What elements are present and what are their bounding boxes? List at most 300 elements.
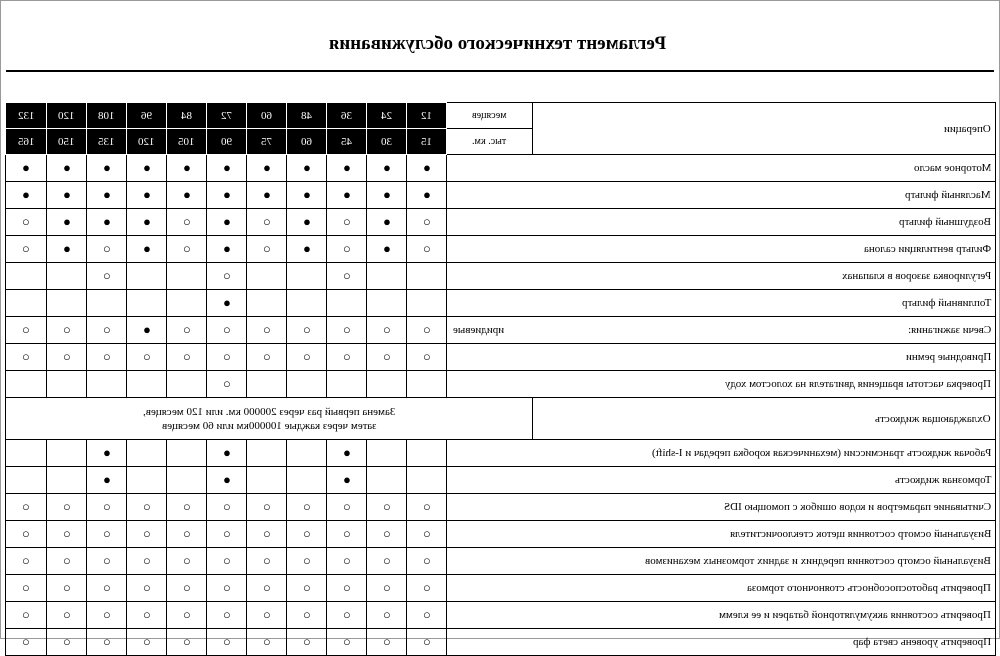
- cell-text: ○: [222, 526, 231, 541]
- cell-text: ○: [422, 241, 431, 256]
- mark-cell: [6, 263, 47, 290]
- cell-text: ●: [102, 472, 111, 487]
- cell-text: ○: [302, 499, 311, 514]
- header-km-cell: [247, 129, 287, 155]
- mark-cell: [327, 290, 367, 317]
- cell-text: ○: [182, 499, 191, 514]
- operation-wrap: [447, 474, 995, 486]
- header-km-cell: [367, 129, 407, 155]
- mark-cell: [367, 236, 407, 263]
- mark-cell: [407, 182, 447, 209]
- cell-text: Проверить работоспособность стояночного тормоза: [747, 582, 991, 594]
- cell-text: ○: [262, 499, 271, 514]
- cell-text: тыс. км.: [472, 136, 507, 147]
- cell-text: ○: [142, 553, 151, 568]
- mark-cell: [287, 548, 327, 575]
- cell-text: Считывание параметров и кодов ошибок с помощью IDS: [723, 501, 991, 513]
- operation-wrap: [447, 447, 995, 459]
- mark-cell: [87, 344, 127, 371]
- mark-cell: [6, 440, 47, 467]
- operation-name: [447, 548, 996, 575]
- mark-cell: [247, 290, 287, 317]
- cell-text: ●: [262, 160, 271, 175]
- header-months-cell: [127, 103, 167, 129]
- mark-cell: [87, 182, 127, 209]
- operation-name: [447, 467, 996, 494]
- mark-cell: [127, 317, 167, 344]
- header-months-cell: [6, 103, 47, 129]
- header-months-cell: [327, 103, 367, 129]
- cell-text: ●: [102, 214, 111, 229]
- mark-cell: [47, 440, 87, 467]
- mark-cell: [167, 182, 207, 209]
- mark-cell: [127, 209, 167, 236]
- cell-text: ○: [222, 349, 231, 364]
- cell-text: ●: [222, 187, 231, 202]
- mark-cell: [127, 182, 167, 209]
- mark-cell: [247, 155, 287, 182]
- mark-cell: [6, 467, 47, 494]
- mark-cell: [247, 602, 287, 629]
- mark-cell: [167, 263, 207, 290]
- header-km-cell: [47, 129, 87, 155]
- cell-text: ○: [422, 607, 431, 622]
- mark-cell: [367, 290, 407, 317]
- cell-text: ○: [22, 553, 30, 568]
- cell-text: 90: [221, 135, 232, 148]
- header-km-cell: [407, 129, 447, 155]
- mark-cell: [367, 602, 407, 629]
- cell-text: ●: [422, 160, 431, 175]
- mark-cell: [127, 440, 167, 467]
- mark-cell: [367, 629, 407, 656]
- header-km-cell: [327, 129, 367, 155]
- mark-cell: [287, 629, 327, 656]
- mark-cell: [327, 440, 367, 467]
- page-title: Регламент технического обслуживания: [329, 33, 667, 54]
- mark-cell: [367, 575, 407, 602]
- mark-cell: [167, 290, 207, 317]
- operation-name: [447, 236, 996, 263]
- mark-cell: [407, 602, 447, 629]
- mark-cell: [407, 209, 447, 236]
- table-row: [6, 290, 996, 317]
- mark-cell: [167, 467, 207, 494]
- mark-cell: [47, 290, 87, 317]
- mark-cell: [287, 494, 327, 521]
- mark-cell: [87, 155, 127, 182]
- mark-cell: [6, 236, 47, 263]
- mark-cell: [127, 371, 167, 398]
- table-row: [6, 494, 996, 521]
- header-months-cell: [167, 103, 207, 129]
- table-row: [6, 344, 996, 371]
- mark-cell: [207, 209, 247, 236]
- mark-cell: [287, 236, 327, 263]
- mark-cell: [87, 236, 127, 263]
- mark-cell: [167, 236, 207, 263]
- mark-cell: [87, 575, 127, 602]
- cell-text: ●: [142, 160, 151, 175]
- mark-cell: [247, 575, 287, 602]
- mark-cell: [127, 575, 167, 602]
- cell-text: ●: [182, 160, 191, 175]
- table-row: [6, 575, 996, 602]
- cell-text: ●: [102, 445, 111, 460]
- cell-text: Замена первый раз через 200000 км. или 120 месяцев,: [142, 405, 396, 418]
- mark-cell: [87, 467, 127, 494]
- operation-wrap: [447, 582, 995, 594]
- mark-cell: [207, 440, 247, 467]
- cell-text: ○: [22, 526, 30, 541]
- cell-text: ●: [142, 322, 151, 337]
- cell-text: ○: [262, 322, 271, 337]
- mark-cell: [287, 602, 327, 629]
- cell-text: ○: [22, 349, 30, 364]
- operation-name: [533, 398, 996, 440]
- cell-text: ○: [62, 526, 71, 541]
- operation-name: [447, 290, 996, 317]
- mark-cell: [287, 263, 327, 290]
- mark-cell: [207, 575, 247, 602]
- mark-cell: [127, 467, 167, 494]
- cell-text: ○: [102, 268, 111, 283]
- header-months-cell: [87, 103, 127, 129]
- mark-cell: [407, 344, 447, 371]
- cell-text: ○: [222, 580, 231, 595]
- mark-cell: [287, 575, 327, 602]
- mark-cell: [127, 236, 167, 263]
- operation-name: [447, 371, 996, 398]
- mark-cell: [47, 629, 87, 656]
- table-row: [6, 440, 996, 467]
- operation-wrap: [447, 216, 995, 228]
- mark-cell: [47, 494, 87, 521]
- mark-cell: [47, 317, 87, 344]
- cell-text: ○: [422, 526, 431, 541]
- mark-cell: [87, 548, 127, 575]
- cell-text: затем через каждые 100000км или 60 месяцев: [161, 419, 377, 432]
- cell-text: ○: [182, 580, 191, 595]
- cell-text: ●: [262, 187, 271, 202]
- cell-text: 120: [138, 135, 155, 148]
- cell-text: ○: [182, 322, 191, 337]
- mark-cell: [327, 521, 367, 548]
- mark-cell: [47, 602, 87, 629]
- mark-cell: [407, 236, 447, 263]
- cell-text: ○: [302, 322, 311, 337]
- cell-text: ●: [422, 187, 431, 202]
- cell-text: Топливный фильтр: [901, 297, 991, 309]
- mark-cell: [167, 629, 207, 656]
- mark-cell: [367, 344, 407, 371]
- cell-text: 60: [301, 135, 312, 148]
- cell-text: ●: [302, 187, 311, 202]
- mark-cell: [47, 209, 87, 236]
- cell-text: ●: [62, 241, 71, 256]
- operation-name: [447, 263, 996, 290]
- mark-cell: [247, 629, 287, 656]
- cell-text: ●: [222, 160, 231, 175]
- cell-text: Фильтр вентиляции салона: [863, 243, 991, 255]
- mark-cell: [367, 317, 407, 344]
- mark-cell: [167, 440, 207, 467]
- mark-cell: [207, 494, 247, 521]
- mark-cell: [367, 521, 407, 548]
- cell-text: ○: [382, 349, 391, 364]
- cell-text: ○: [102, 526, 111, 541]
- cell-text: 165: [17, 135, 35, 148]
- cell-text: Воздушный фильтр: [898, 216, 991, 228]
- mark-cell: [6, 371, 47, 398]
- cell-text: ○: [62, 553, 71, 568]
- mark-cell: [127, 263, 167, 290]
- mark-cell: [407, 317, 447, 344]
- table-row: [6, 155, 996, 182]
- mark-cell: [207, 317, 247, 344]
- operation-wrap: [447, 351, 995, 363]
- mark-cell: [287, 155, 327, 182]
- cell-text: ○: [22, 607, 30, 622]
- mark-cell: [287, 344, 327, 371]
- mark-cell: [6, 317, 47, 344]
- mark-cell: [287, 467, 327, 494]
- cell-text: ○: [422, 553, 431, 568]
- header-km-cell: [287, 129, 327, 155]
- mark-cell: [327, 317, 367, 344]
- mark-cell: [127, 494, 167, 521]
- cell-text: ○: [62, 349, 71, 364]
- table-row: [6, 209, 996, 236]
- mark-cell: [87, 290, 127, 317]
- operation-wrap: [447, 270, 995, 282]
- mark-cell: [167, 521, 207, 548]
- mark-cell: [167, 317, 207, 344]
- mark-cell: [167, 371, 207, 398]
- operations-label-wrap: [533, 123, 995, 135]
- cell-text: ○: [382, 526, 391, 541]
- mark-cell: [6, 344, 47, 371]
- mark-cell: [327, 602, 367, 629]
- cell-text: ○: [342, 526, 351, 541]
- mark-cell: [6, 290, 47, 317]
- mark-cell: [47, 236, 87, 263]
- mark-cell: [247, 521, 287, 548]
- cell-text: ●: [182, 187, 191, 202]
- cell-text: ○: [102, 580, 111, 595]
- cell-text: ○: [262, 349, 271, 364]
- cell-text: ○: [382, 499, 391, 514]
- mark-cell: [407, 155, 447, 182]
- mark-cell: [87, 440, 127, 467]
- mark-cell: [367, 440, 407, 467]
- mark-cell: [287, 182, 327, 209]
- cell-text: ●: [62, 214, 71, 229]
- mark-cell: [167, 575, 207, 602]
- mark-cell: [207, 344, 247, 371]
- cell-text: Приводные ремни: [905, 351, 991, 363]
- cell-text: ○: [262, 526, 271, 541]
- cell-text: ○: [262, 634, 271, 649]
- table-row: [6, 371, 996, 398]
- mark-cell: [47, 575, 87, 602]
- cell-text: ○: [302, 607, 311, 622]
- cell-text: ○: [342, 241, 351, 256]
- operation-wrap: [447, 636, 995, 648]
- cell-text: 36: [341, 109, 352, 122]
- mark-cell: [367, 371, 407, 398]
- cell-text: Моторное масло: [913, 162, 991, 174]
- header-months-cell: [367, 103, 407, 129]
- mark-cell: [407, 494, 447, 521]
- mark-cell: [327, 575, 367, 602]
- mark-cell: [47, 155, 87, 182]
- operation-wrap: [447, 378, 995, 390]
- cell-text: ○: [62, 499, 71, 514]
- mark-cell: [87, 521, 127, 548]
- cell-text: ●: [102, 160, 111, 175]
- cell-text: ○: [222, 499, 231, 514]
- header-months-cell: [287, 103, 327, 129]
- table-row: [6, 398, 996, 440]
- mark-cell: [407, 548, 447, 575]
- mark-cell: [167, 344, 207, 371]
- mark-cell: [127, 344, 167, 371]
- cell-text: 96: [141, 109, 152, 122]
- mark-cell: [367, 182, 407, 209]
- cell-text: ○: [342, 580, 351, 595]
- cell-text: ○: [102, 634, 111, 649]
- mark-cell: [327, 371, 367, 398]
- header-unit-months: [447, 103, 533, 129]
- mark-cell: [207, 263, 247, 290]
- cell-text: ○: [102, 499, 111, 514]
- cell-text: ○: [102, 553, 111, 568]
- mark-cell: [127, 155, 167, 182]
- operation-name: [447, 182, 996, 209]
- cell-text: ●: [222, 445, 231, 460]
- cell-text: Тормозная жидкость: [894, 474, 991, 486]
- mark-cell: [327, 155, 367, 182]
- mark-cell: [167, 548, 207, 575]
- cell-text: ●: [342, 160, 351, 175]
- table-row: [6, 629, 996, 656]
- mark-cell: [6, 629, 47, 656]
- cell-text: ○: [142, 607, 151, 622]
- mark-cell: [247, 263, 287, 290]
- cell-text: ●: [382, 214, 391, 229]
- cell-text: ○: [342, 322, 351, 337]
- cell-text: ○: [262, 580, 271, 595]
- operation-name: [447, 344, 996, 371]
- cell-text: ●: [22, 160, 30, 175]
- mark-cell: [207, 602, 247, 629]
- operation-wrap: [447, 528, 995, 540]
- header-months-cell: [47, 103, 87, 129]
- cell-text: ○: [342, 268, 351, 283]
- cell-text: ○: [102, 322, 111, 337]
- mark-cell: [47, 548, 87, 575]
- mark-cell: [407, 521, 447, 548]
- cell-text: ●: [342, 445, 351, 460]
- cell-text: иридиевые: [453, 324, 505, 336]
- operation-wrap: [447, 609, 995, 621]
- mark-cell: [207, 182, 247, 209]
- table-row: [6, 548, 996, 575]
- mark-cell: [287, 317, 327, 344]
- mark-cell: [327, 629, 367, 656]
- mark-cell: [247, 440, 287, 467]
- header-km-cell: [6, 129, 47, 155]
- mark-cell: [6, 494, 47, 521]
- mark-cell: [287, 371, 327, 398]
- cell-text: 48: [301, 109, 312, 122]
- table-row: [6, 182, 996, 209]
- cell-text: ○: [182, 607, 191, 622]
- cell-text: ○: [342, 553, 351, 568]
- title-rule: [6, 70, 994, 72]
- header-months-cell: [247, 103, 287, 129]
- cell-text: 120: [58, 109, 75, 122]
- cell-text: 105: [178, 135, 195, 148]
- mark-cell: [407, 371, 447, 398]
- cell-text: ○: [62, 322, 71, 337]
- mark-cell: [287, 440, 327, 467]
- operation-name: [447, 494, 996, 521]
- cell-text: ○: [22, 499, 30, 514]
- cell-text: 30: [381, 135, 392, 148]
- cell-text: ●: [142, 214, 151, 229]
- header-months-cell: [207, 103, 247, 129]
- mark-cell: [167, 155, 207, 182]
- table-row: [6, 263, 996, 290]
- cell-text: ○: [422, 499, 431, 514]
- header-km-cell: [127, 129, 167, 155]
- mark-cell: [407, 440, 447, 467]
- cell-text: ○: [222, 268, 231, 283]
- cell-text: ●: [382, 187, 391, 202]
- cell-text: ○: [222, 607, 231, 622]
- mark-cell: [6, 548, 47, 575]
- cell-text: ●: [22, 187, 30, 202]
- table-row: [6, 602, 996, 629]
- cell-text: месяцев: [472, 110, 507, 121]
- cell-text: ●: [62, 187, 71, 202]
- cell-text: ○: [182, 349, 191, 364]
- cell-text: ●: [222, 214, 231, 229]
- mark-cell: [327, 209, 367, 236]
- cell-text: Масляный фильтр: [905, 189, 991, 201]
- coolant-note-cell: [6, 398, 533, 440]
- table-row: [6, 521, 996, 548]
- mark-cell: [47, 344, 87, 371]
- cell-text: ○: [182, 634, 191, 649]
- cell-text: ○: [302, 526, 311, 541]
- operation-name: [447, 602, 996, 629]
- mark-cell: [47, 263, 87, 290]
- cell-text: ○: [22, 634, 30, 649]
- mark-cell: [247, 209, 287, 236]
- cell-text: ○: [22, 322, 30, 337]
- cell-text: ○: [142, 634, 151, 649]
- mark-cell: [127, 548, 167, 575]
- cell-text: ●: [382, 160, 391, 175]
- cell-text: ●: [342, 472, 351, 487]
- cell-text: ○: [422, 634, 431, 649]
- operation-wrap: [447, 501, 995, 513]
- cell-text: ○: [302, 580, 311, 595]
- header-months-cell: [407, 103, 447, 129]
